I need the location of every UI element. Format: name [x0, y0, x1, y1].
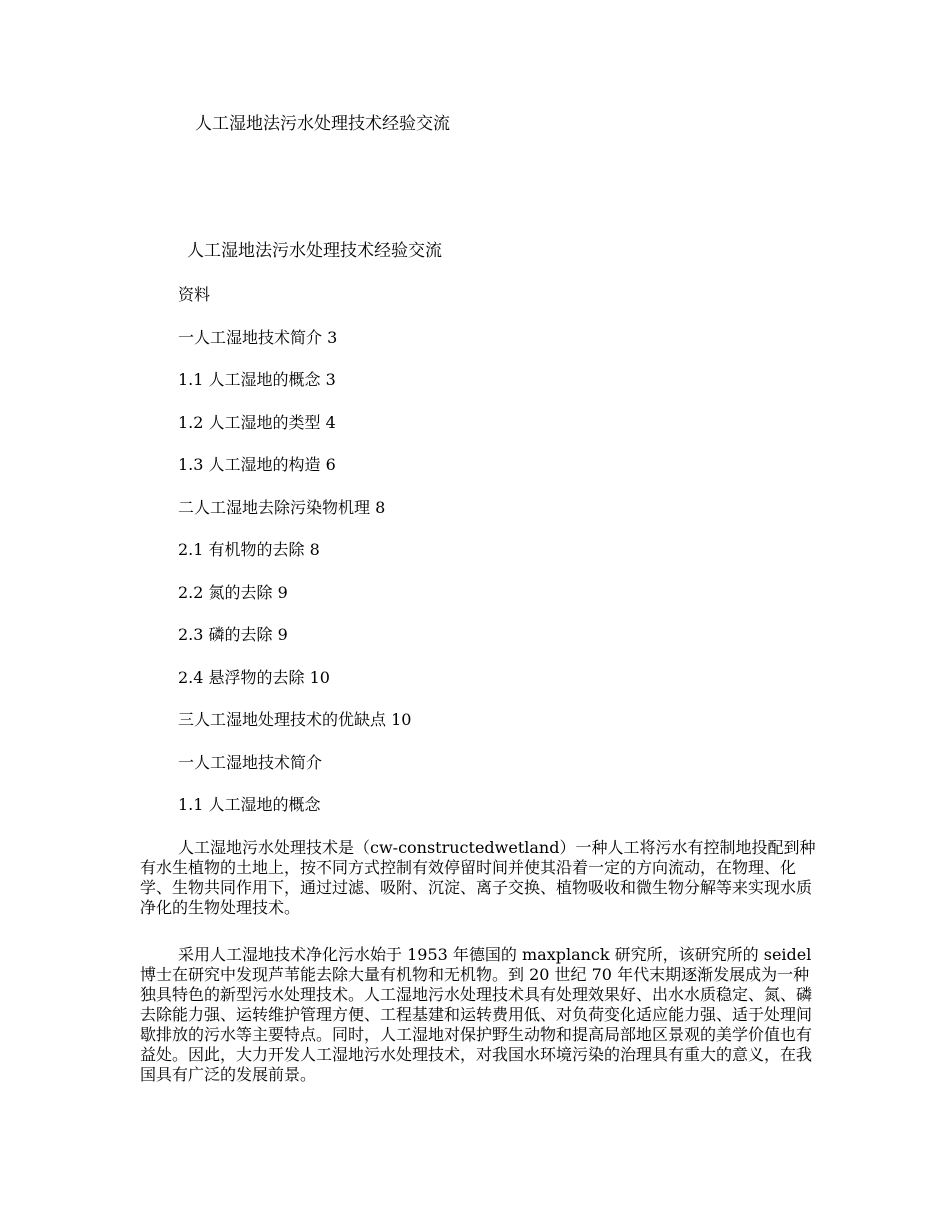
toc-line: 1.3 人工湿地的构造 6	[178, 455, 336, 474]
body-paragraph: 采用人工湿地技术净化污水始于 1953 年德国的 maxplanck 研究所，该研究所的 seidel 博士在研究中发现芦苇能去除大量有机物和无机物。到 20 世纪 70 年代末期逐渐发展成为一种独具特色的新型污水处理技术。人工湿地污水处理技术具有处理效果好、出水水质稳定、氮、磷去除能力强、运转维护管理方便、工程基建和运转费用低、对负荷变化适应能力强、适于处理间歇排放的污水等主要特点。同时，人工湿地对保护野生动物和提高局部地区景观的美学价值也有益处。因此，大力开发人工湿地污水处理技术，对我国水环境污染的治理具有重大的意义，在我国具有广泛的发展前景。	[140, 945, 813, 1084]
section-heading: 一人工湿地技术简介	[178, 752, 323, 772]
toc-line: 2.2 氮的去除 9	[178, 582, 288, 602]
toc-line: 1.1 人工湿地的概念 3	[178, 370, 336, 389]
toc-line: 二人工湿地去除污染物机理 8	[178, 497, 386, 517]
toc-line: 2.1 有机物的去除 8	[178, 540, 320, 559]
toc-line: 三人工湿地处理技术的优缺点 10	[178, 710, 412, 729]
toc-line: 2.3 磷的去除 9	[178, 625, 288, 644]
table-of-contents	[178, 283, 411, 836]
toc-line: 一人工湿地技术简介 3	[178, 327, 338, 347]
toc-line: 2.4 悬浮物的去除 10	[178, 667, 330, 687]
toc-title: 人工湿地法污水处理技术经验交流	[187, 241, 442, 261]
subsection-heading: 1.1 人工湿地的概念	[178, 795, 321, 814]
body-paragraph: 人工湿地污水处理技术是（cw-constructedwetland）一种人工将污水有控制地投配到种有水生植物的土地上，按不同方式控制有效停留时间并使其沿着一定的方向流动，在物理、化学、生物共同作用下，通过过滤、吸附、沉淀、离子交换、植物吸收和微生物分解等来实现水质净化的生物处理技术。	[140, 838, 816, 917]
toc-line: 1.2 人工湿地的类型 4	[178, 412, 336, 432]
document-title: 人工湿地法污水处理技术经验交流	[195, 114, 450, 134]
toc-line: 资料	[178, 285, 211, 304]
